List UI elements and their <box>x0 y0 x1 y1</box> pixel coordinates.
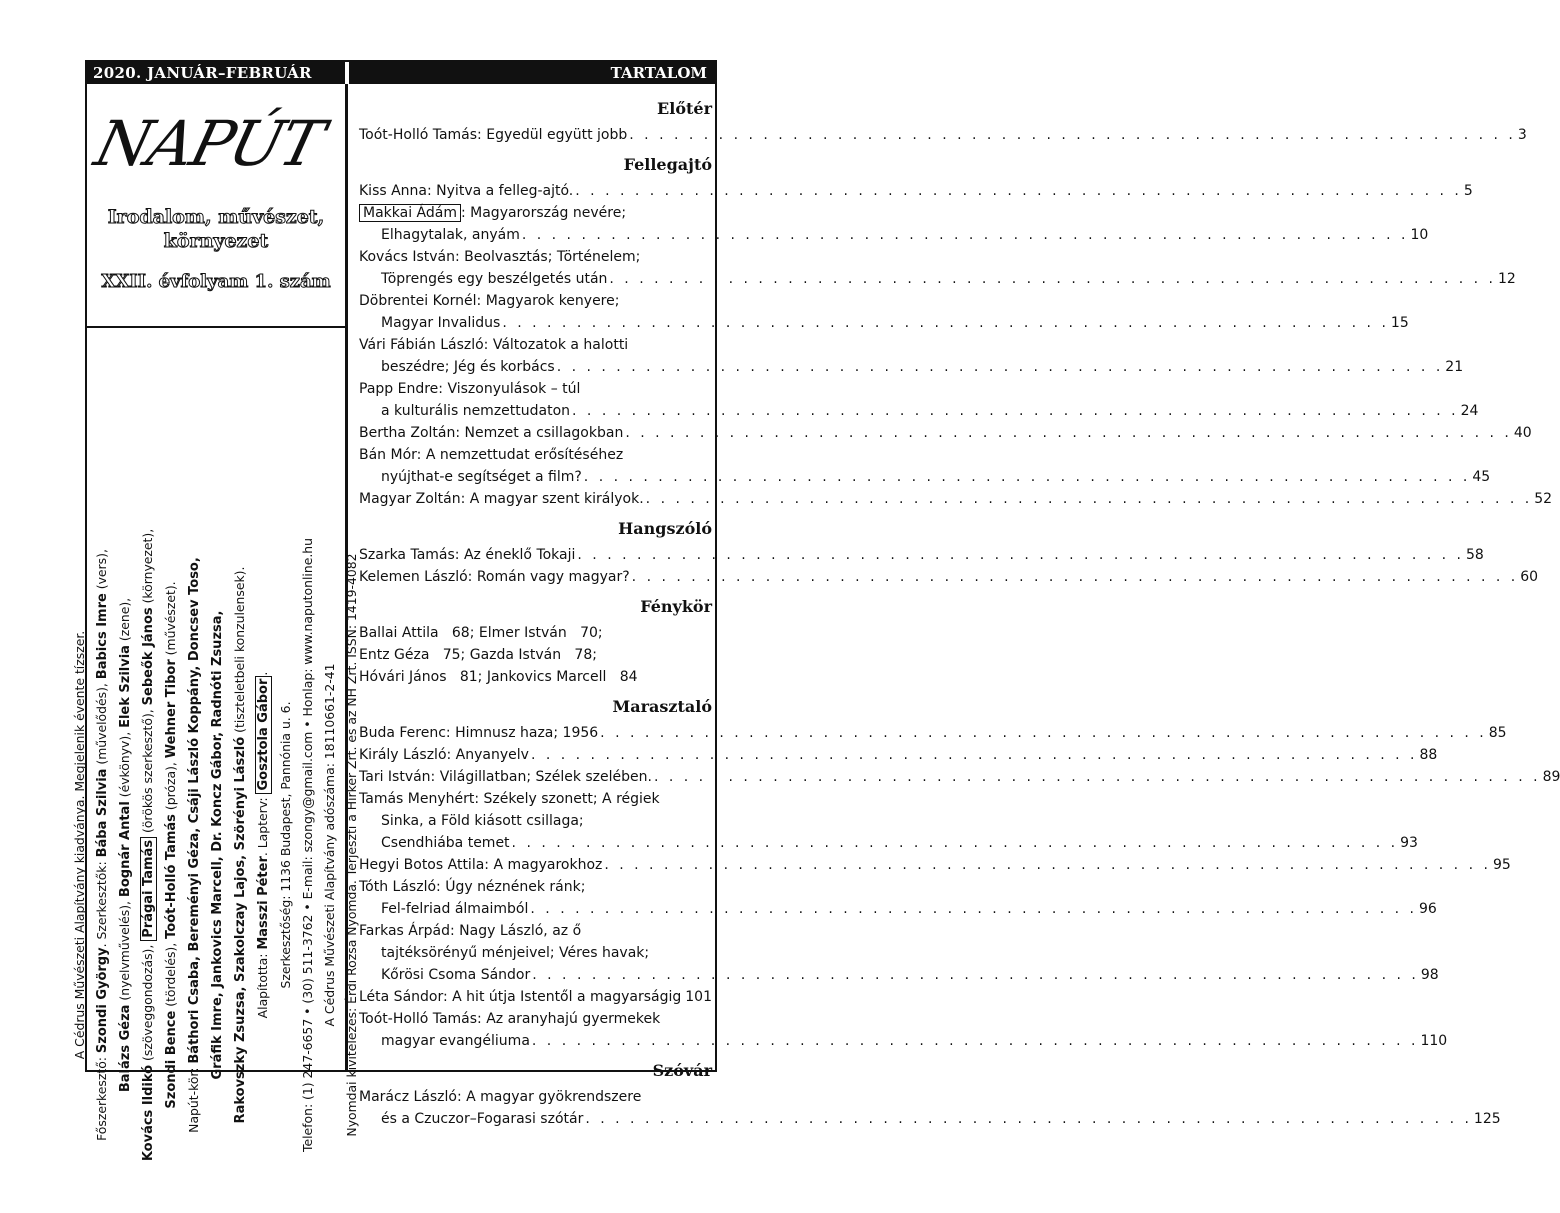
colophon-line: Szondi Bence (tördelés), Toót-Holló Tamás (próza), Wehner Tibor (művészet). <box>163 581 179 1109</box>
index-row: Entz Géza 75; Gazda István 78; <box>359 647 597 663</box>
header-bar <box>87 62 715 84</box>
toc-entry[interactable]: Bán Mór: A nemzettudat erősítéséhez nyújthat-e segítséget a film? . . . 45 <box>359 444 714 488</box>
table-of-contents <box>359 98 1560 1130</box>
masthead-divider <box>87 326 345 328</box>
toc-entry[interactable]: Király László: Anyanyelv . . . 88 <box>359 744 714 766</box>
colophon-line: Nyomdai kivitelezés: Érdi Rózsa Nyomda. Terjeszti a Hírker Zrt. és az NH Zrt. ISSN: 1419-4082 <box>344 553 359 1137</box>
section-title: Hangszóló <box>618 519 712 538</box>
colophon-line: Gráfik Imre, Jankovics Marcell, Dr. Koncz Gábor, Radnóti Zsuzsa, <box>210 610 225 1080</box>
toc-entry[interactable]: Vári Fábián László: Változatok a halotti beszédre; Jég és korbács . . . 21 <box>359 334 714 378</box>
colophon-area <box>72 330 359 1162</box>
colophon-line: Főszerkesztő: Szondi György. Szerkesztők: Bába Szilvia (művelődés), Babics Imre (vers), <box>94 549 110 1141</box>
toc-entry[interactable]: Magyar Zoltán: A magyar szent királyok. . . . 52 <box>359 488 714 510</box>
toc-entry[interactable]: Döbrentei Kornél: Magyarok kenyere; Magyar Invalidus . . . 15 <box>359 290 714 334</box>
author-box: Makkai Ádám <box>359 204 461 222</box>
colophon-line: Szerkesztőség: 1136 Budapest, Pannónia u. 6. <box>278 701 293 989</box>
toc-entry[interactable]: Toót-Holló Tamás: Az aranyhajú gyermekek magyar evangéliuma . . . 110 <box>359 1008 714 1052</box>
colophon-line: A Cédrus Művészeti Alapítvány kiadványa. Megjelenik évente tízszer. <box>72 630 87 1060</box>
colophon <box>69 477 363 1213</box>
toc-entry[interactable]: Tari István: Világillatban; Szélek szelében. . . . 89 <box>359 766 714 788</box>
toc-entry[interactable]: Kelemen László: Román vagy magyar? . . . 60 <box>359 566 714 588</box>
colophon-line: Alapította: Masszi Péter. Lapterv: Gosztola Gábor. <box>255 671 271 1019</box>
volume-label: XXII. évfolyam 1. szám <box>101 271 331 292</box>
toc-entry[interactable]: Kiss Anna: Nyitva a felleg-ajtó. . . . 5 <box>359 180 714 202</box>
toc-entry[interactable]: Hegyi Botos Attila: A magyarokhoz . . . 95 <box>359 854 714 876</box>
toc-entry[interactable]: Papp Endre: Viszonyulások – túl a kulturális nemzettudaton . . . 24 <box>359 378 714 422</box>
subtitle-line-1: Irodalom, művészet, <box>107 206 325 228</box>
section-title: Előtér <box>657 99 712 118</box>
header-divider <box>345 62 349 84</box>
toc-entry[interactable]: Szarka Tamás: Az éneklő Tokaji . . . 58 <box>359 544 714 566</box>
toc-entry[interactable]: Tóth László: Úgy néznének ránk; Fel-felriad álmaimból . . . 96 <box>359 876 714 920</box>
toc-entry[interactable]: Toót-Holló Tamás: Egyedül együtt jobb . . . 3 <box>359 124 714 146</box>
subtitle-line-2: környezet <box>163 230 269 252</box>
colophon-line: Balázs Géza (nyelvművelés), Bognár Antal (évkönyv), Elek Szilvia (zene), <box>117 597 133 1093</box>
index-row: Hóvári János 81; Jankovics Marcell 84 <box>359 669 638 685</box>
toc-entry[interactable]: Buda Ferenc: Himnusz haza; 1956 . . . 85 <box>359 722 714 744</box>
toc-entry[interactable]: Farkas Árpád: Nagy László, az ő tajtéksörényű ménjeivel; Véres havak; Kőrösi Csoma Sándor . . . 98 <box>359 920 714 986</box>
issue-date: 2020. JANUÁR–FEBRUÁR <box>93 64 312 82</box>
toc-entry[interactable]: Léta Sándor: A hit útja Istentől a magyarságig 101 <box>359 989 712 1005</box>
contents-label: TARTALOM <box>610 64 707 82</box>
colophon-line: Napút-kör: Báthori Csaba, Bereményi Géza, Csáji László Koppány, Doncsev Toso, <box>186 557 202 1133</box>
colophon-line: Kovács Ildikó (szöveggondozás), Prágai Tamás (örökös szerkesztő), Sebeők János (környezet), <box>140 528 156 1162</box>
index-row: Ballai Attila 68; Elmer István 70; <box>359 625 603 641</box>
toc-entry[interactable]: Tamás Menyhért: Székely szonett; A régiek Sinka, a Föld kiásott csillaga; Csendhiába temet . . . 93 <box>359 788 714 854</box>
section-title: Marasztaló <box>612 697 712 716</box>
svg-text:NAPÚT: NAPÚT <box>88 107 330 180</box>
section-title: Szóvár <box>652 1061 712 1080</box>
colophon-line: Rakovszky Zsuzsa, Szakolczay Lajos, Szörényi László (tiszteletbeli konzulensek). <box>232 566 248 1124</box>
toc-entry[interactable]: Marácz László: A magyar gyökrendszere és a Czuczor–Fogarasi szótár . . . 125 <box>359 1086 714 1130</box>
colophon-line: A Cédrus Művészeti Alapítvány adószáma: 18110661-2-41 <box>322 663 337 1027</box>
section-title: Fénykör <box>640 597 712 616</box>
napu-logo <box>88 107 336 180</box>
masthead-subtitle <box>87 205 345 253</box>
colophon-line: Telefon: (1) 247-6657 • (30) 511-3762 • E-mail: szongy@gmail.com • Honlap: www.naputonline.hu <box>300 538 315 1152</box>
photo-index <box>359 622 714 688</box>
toc-entry[interactable]: Kovács István: Beolvasztás; Történelem; Töprengés egy beszélgetés után . . . 12 <box>359 246 714 290</box>
section-title: Fellegajtó <box>623 155 712 174</box>
toc-entry[interactable]: Bertha Zoltán: Nemzet a csillagokban . . . 40 <box>359 422 714 444</box>
toc-entry[interactable]: Makkai Ádám : Magyarország nevére; Elhagytalak, anyám . . . 10 <box>359 202 714 246</box>
page-frame <box>72 60 1560 1162</box>
